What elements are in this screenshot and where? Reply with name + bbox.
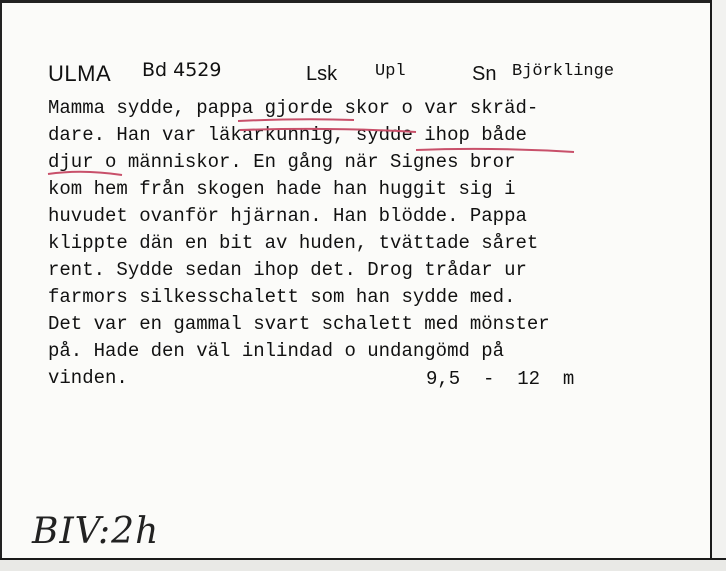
card-bottom-edge bbox=[0, 558, 726, 571]
record-number: Bd 4529 bbox=[142, 59, 222, 81]
text-line: vinden. bbox=[48, 367, 128, 389]
card-header bbox=[2, 59, 712, 91]
text-line: djur o människor. En gång när Signes bror bbox=[48, 151, 516, 173]
text-line: dare. Han var läkarkunnig, sydde ihop både bbox=[48, 124, 527, 146]
archive-name: ULMA bbox=[48, 61, 112, 86]
text-line: på. Hade den väl inlindad o undangömd på bbox=[48, 340, 505, 362]
handwritten-signum: BIV:2h bbox=[32, 511, 160, 552]
text-line: Mamma sydde, pappa gjorde skor o var skräd- bbox=[48, 97, 539, 119]
text-line: rent. Sydde sedan ihop det. Drog trådar ur bbox=[48, 259, 527, 281]
text-line: Det var en gammal svart schalett med mönster bbox=[48, 313, 550, 335]
landskap-value: Upl bbox=[375, 62, 406, 81]
text-line: huvudet ovanför hjärnan. Han blödde. Pappa bbox=[48, 205, 527, 227]
text-line: farmors silkesschalett som han sydde med. bbox=[48, 286, 516, 308]
card-right-edge bbox=[710, 0, 726, 571]
text-line: klippte dän en bit av huden, tvättade såret bbox=[48, 232, 539, 254]
landskap-label: Lsk bbox=[306, 63, 338, 85]
text-line: kom hem från skogen hade han huggit sig i bbox=[48, 178, 516, 200]
socken-label: Sn bbox=[472, 63, 497, 85]
socken-value: Björklinge bbox=[512, 62, 615, 81]
measurement: 9,5 - 12 m bbox=[426, 368, 575, 390]
record-text bbox=[48, 95, 668, 392]
